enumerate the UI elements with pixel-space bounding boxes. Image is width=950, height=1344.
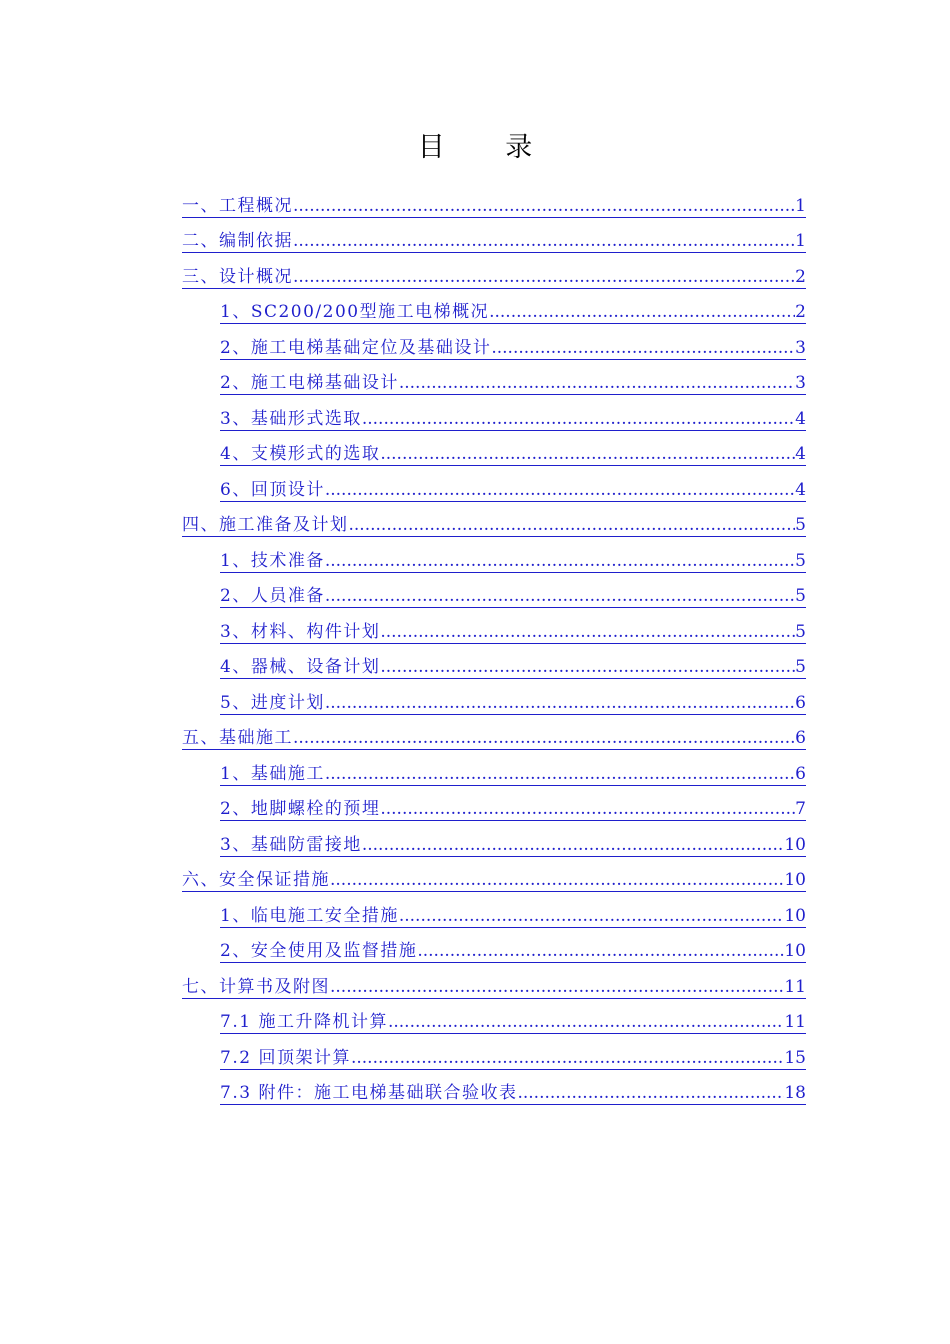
toc-dot-leader [293,728,795,748]
toc-entry[interactable] [220,679,806,715]
toc-entry[interactable] [220,537,806,573]
toc-entry[interactable] [182,502,806,538]
toc-page-number: 5 [795,515,806,535]
toc-page-number: 2 [795,302,806,322]
toc-page-number: 1 [795,195,806,216]
toc-entry-text: 1、临电施工安全措施 [220,905,399,926]
toc-page-number: 5 [795,621,806,642]
toc-entry-text: 2、地脚螺栓的预埋 [220,799,381,819]
toc-entry-text: 五、基础施工 [182,728,293,748]
toc-entry-text: 1、SC200/200型施工电梯概况 [220,302,490,322]
toc-entry[interactable] [220,289,806,325]
toc-dot-leader [380,799,795,819]
toc-entry[interactable] [182,182,806,218]
toc-dot-leader [325,551,795,571]
toc-entry-text: 六、安全保证措施 [182,870,330,890]
toc-dot-leader [349,515,796,535]
toc-entry-text: 7.3 附件：施工电梯基础联合验收表 [220,1083,518,1103]
toc-dot-leader [399,906,785,926]
toc-dot-leader [325,586,795,606]
toc-entry-text: 7.2 回顶架计算 [220,1047,351,1068]
toc-dot-leader [293,267,795,287]
toc-entry[interactable] [220,892,806,928]
toc-entry-text: 二、编制依据 [182,231,293,251]
toc-page-number: 2 [795,266,806,287]
toc-entry[interactable] [220,928,806,964]
toc-page-number: 18 [784,1083,806,1103]
toc-entry-text: 1、技术准备 [220,550,325,571]
toc-dot-leader [362,409,795,429]
toc-dot-leader [293,196,795,216]
toc-dot-leader [489,302,795,322]
toc-page-number: 6 [795,692,806,713]
toc-entry[interactable] [220,999,806,1035]
toc-dot-leader [325,693,795,713]
toc-entry[interactable] [220,324,806,360]
toc-page-number: 10 [784,834,806,855]
toc-dot-leader [417,941,784,961]
toc-page-number: 4 [795,444,806,464]
toc-page-number: 4 [795,408,806,429]
toc-entry[interactable] [182,218,806,254]
toc-entry-text: 7.1 施工升降机计算 [220,1012,388,1032]
toc-entry-text: 2、人员准备 [220,586,325,606]
toc-dot-leader [351,1048,784,1068]
toc-dot-leader [325,480,795,500]
toc-page-number: 5 [795,586,806,606]
toc-entry-text: 一、工程概况 [182,195,293,216]
toc-dot-leader [380,444,795,464]
toc-dot-leader [330,977,784,997]
toc-entry-text: 2、施工电梯基础设计 [220,373,399,393]
toc-entry-text: 四、施工准备及计划 [182,515,349,535]
toc-page-number: 3 [795,373,806,393]
toc-entry-text: 3、基础防雷接地 [220,834,362,855]
toc-entry-text: 5、进度计划 [220,692,325,713]
toc-entry[interactable] [220,431,806,467]
toc-entry-text: 3、基础形式选取 [220,408,362,429]
toc-dot-leader [491,338,795,358]
toc-dot-leader [362,835,785,855]
toc-dot-leader [380,657,795,677]
toc-entry[interactable] [220,750,806,786]
toc-entry[interactable] [220,1034,806,1070]
toc-page-number: 11 [784,976,806,997]
toc-page-number: 5 [795,657,806,677]
toc-page-number: 10 [784,941,806,961]
toc-entry[interactable] [220,1070,806,1106]
toc-entry-text: 4、支模形式的选取 [220,444,381,464]
toc-entry-text: 三、设计概况 [182,266,293,287]
toc-entry-text: 1、基础施工 [220,763,325,784]
toc-entry[interactable] [182,857,806,893]
page-title: 目 录 [417,132,559,163]
toc-page-number: 10 [784,905,806,926]
toc-page-number: 6 [795,763,806,784]
toc-page-number: 5 [795,550,806,571]
toc-dot-leader [293,231,795,251]
toc-page-number: 1 [795,231,806,251]
toc-entry[interactable] [220,395,806,431]
toc-entry[interactable] [220,644,806,680]
toc-entry[interactable] [220,821,806,857]
toc-entry-text: 2、安全使用及监督措施 [220,941,418,961]
toc-entry[interactable] [220,608,806,644]
toc-entry[interactable] [220,360,806,396]
toc-page-number: 3 [795,337,806,358]
toc-dot-leader [388,1012,784,1032]
toc-page-number: 11 [784,1012,806,1032]
toc-dot-leader [399,373,795,393]
toc-dot-leader [330,870,784,890]
toc-entry[interactable] [182,253,806,289]
toc-entry[interactable] [220,573,806,609]
toc-entry-text: 2、施工电梯基础定位及基础设计 [220,337,492,358]
toc-entry-text: 4、器械、设备计划 [220,657,381,677]
toc-page-number: 15 [784,1047,806,1068]
toc-entry[interactable] [182,715,806,751]
toc-entry[interactable] [220,786,806,822]
toc-page-number: 10 [784,870,806,890]
toc-dot-leader [517,1083,784,1103]
toc-dot-leader [380,622,795,642]
toc-entry-text: 七、计算书及附图 [182,976,330,997]
toc-page-number: 4 [795,479,806,500]
toc-entry[interactable] [182,963,806,999]
toc-page-number: 7 [795,799,806,819]
toc-entry-text: 3、材料、构件计划 [220,621,381,642]
toc-entry[interactable] [220,466,806,502]
table-of-contents [182,182,806,1105]
toc-dot-leader [325,764,795,784]
toc-page-number: 6 [795,728,806,748]
toc-entry-text: 6、回顶设计 [220,479,325,500]
